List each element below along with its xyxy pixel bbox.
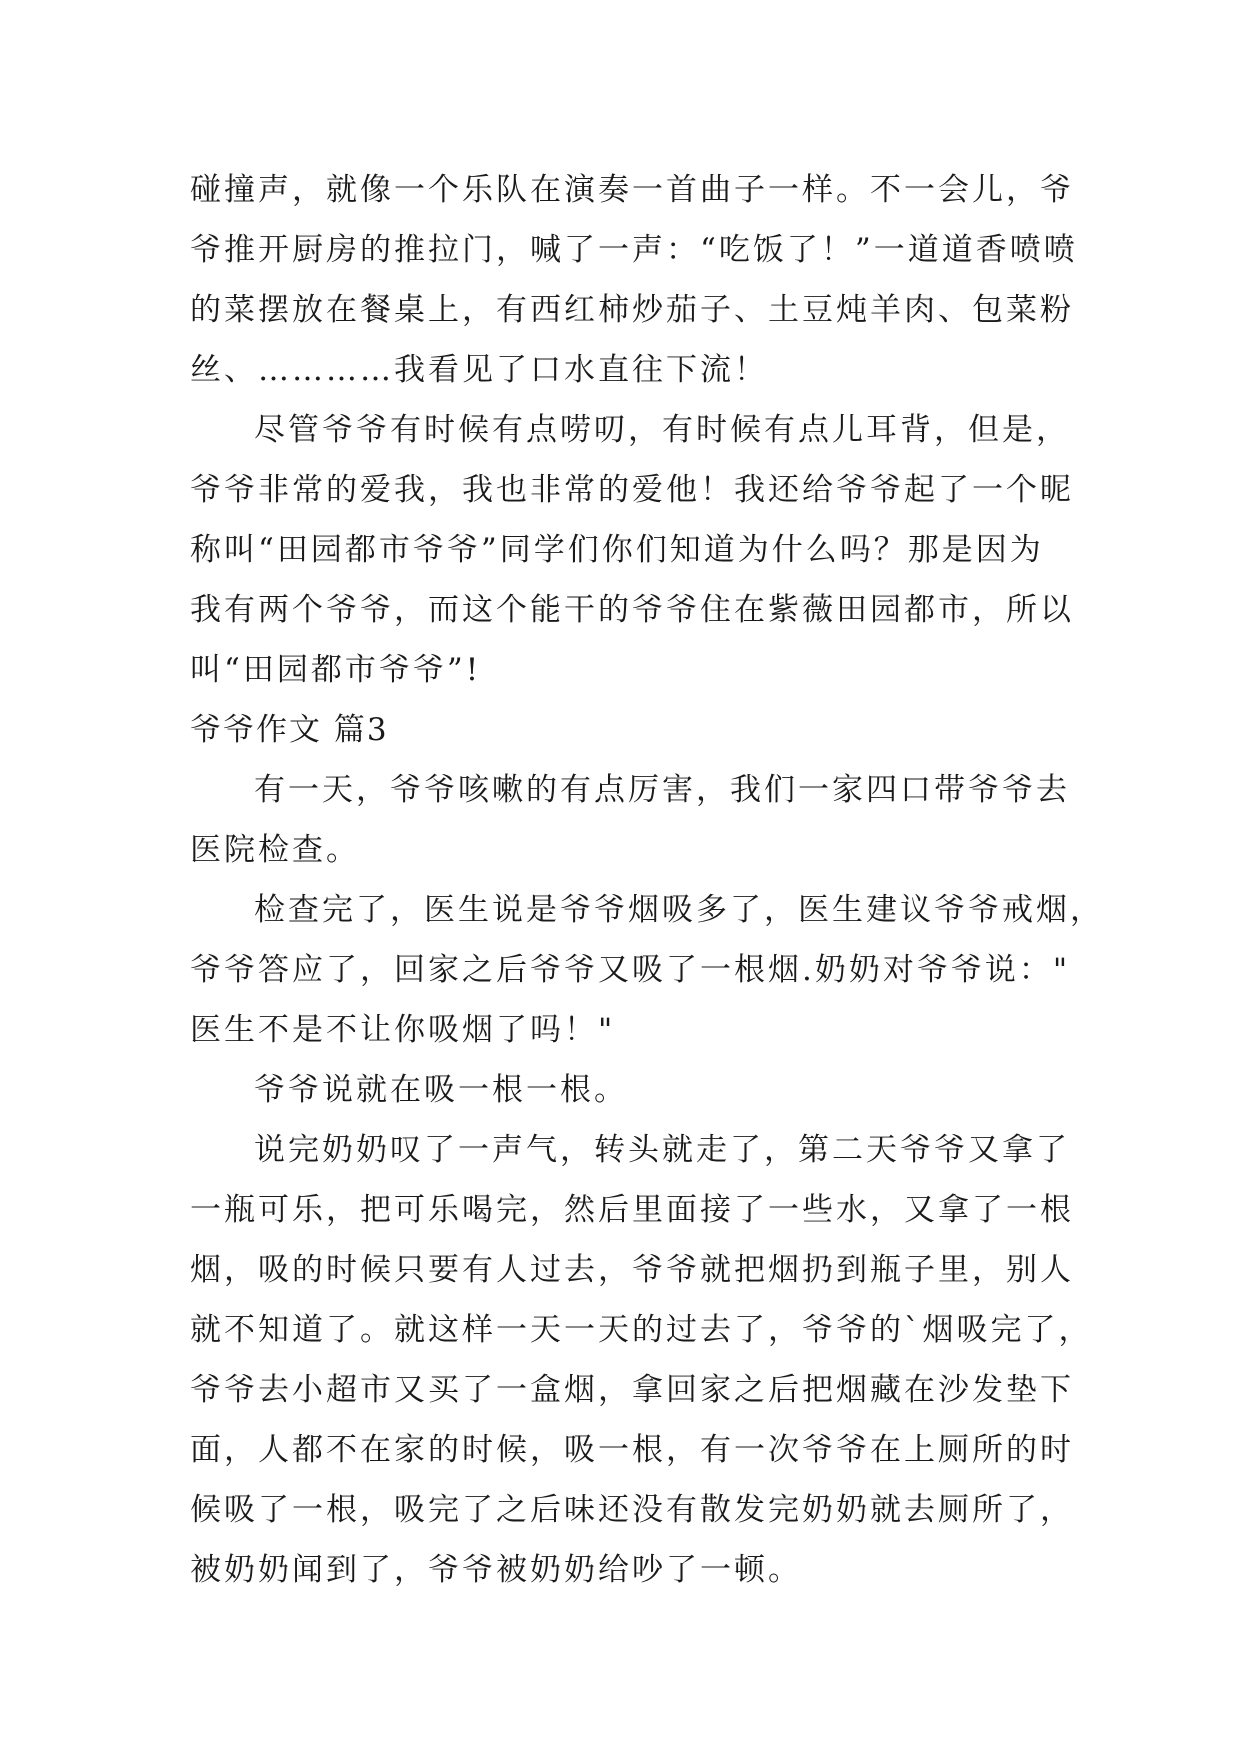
text-line: 面，人都不在家的时候，吸一根，有一次爷爷在上厕所的时 — [190, 1432, 1074, 1468]
text-line: 候吸了一根，吸完了之后味还没有散发完奶奶就去厕所了， — [190, 1492, 1074, 1528]
text-line: 爷推开厨房的推拉门，喊了一声：“吃饭了！”一道道香喷喷 — [190, 232, 1078, 268]
text-line: 医生不是不让你吸烟了吗！" — [190, 1012, 616, 1048]
text-line: 检查完了，医生说是爷爷烟吸多了，医生建议爷爷戒烟， — [254, 892, 1104, 928]
text-line: 就不知道了。就这样一天一天的过去了，爷爷的`烟吸完了， — [190, 1312, 1093, 1348]
article-body — [190, 160, 1104, 1600]
text-line: 烟，吸的时候只要有人过去，爷爷就把烟扔到瓶子里，别人 — [190, 1252, 1074, 1288]
text-line: 说完奶奶叹了一声气，转头就走了，第二天爷爷又拿了 — [254, 1132, 1070, 1168]
text-line: 爷爷去小超市又买了一盒烟，拿回家之后把烟藏在沙发垫下 — [190, 1372, 1074, 1408]
text-line: 称叫“田园都市爷爷”同学们你们知道为什么吗？那是因为 — [190, 532, 1044, 568]
text-line: 尽管爷爷有时候有点唠叨，有时候有点儿耳背，但是， — [254, 412, 1070, 448]
text-line: 爷爷非常的爱我，我也非常的爱他！我还给爷爷起了一个昵 — [190, 472, 1074, 508]
text-line: 丝、…………我看见了口水直往下流！ — [190, 352, 768, 388]
text-line: 我有两个爷爷，而这个能干的爷爷住在紫薇田园都市，所以 — [190, 592, 1074, 628]
text-line: 被奶奶闻到了，爷爷被奶奶给吵了一顿。 — [190, 1552, 802, 1588]
section-heading: 爷爷作文 篇3 — [190, 712, 389, 748]
text-line: 叫“田园都市爷爷”! — [190, 652, 482, 688]
text-line: 有一天，爷爷咳嗽的有点厉害，我们一家四口带爷爷去 — [254, 772, 1070, 808]
text-line: 一瓶可乐，把可乐喝完，然后里面接了一些水，又拿了一根 — [190, 1192, 1074, 1228]
text-line: 碰撞声，就像一个乐队在演奏一首曲子一样。不一会儿，爷 — [190, 172, 1074, 208]
text-line: 的菜摆放在餐桌上，有西红柿炒茄子、土豆炖羊肉、包菜粉 — [190, 292, 1074, 328]
text-line: 爷爷答应了，回家之后爷爷又吸了一根烟.奶奶对爷爷说：" — [190, 952, 1071, 988]
text-line: 医院检查。 — [190, 832, 360, 868]
text-line: 爷爷说就在吸一根一根。 — [254, 1072, 628, 1108]
